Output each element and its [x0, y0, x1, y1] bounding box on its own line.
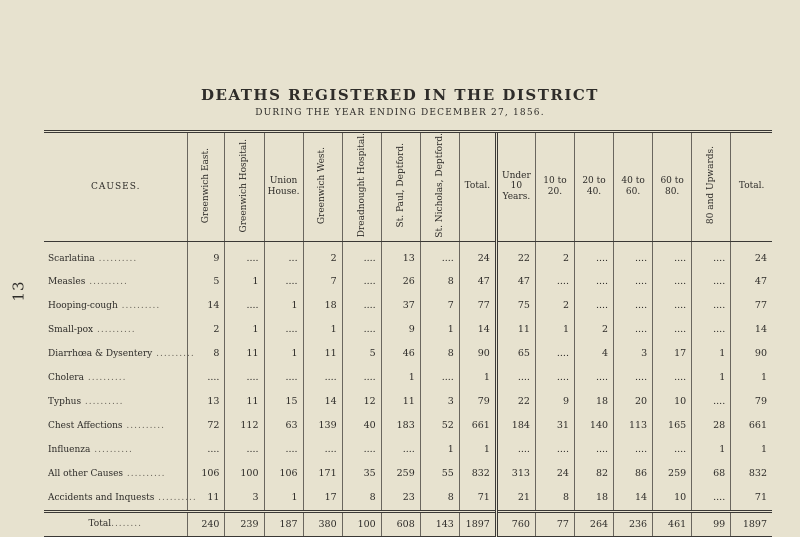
value-cell: 14 — [188, 294, 225, 318]
value-cell: ... — [264, 241, 303, 270]
value-cell: 14 — [303, 390, 342, 414]
value-cell: 1 — [692, 342, 731, 366]
cause-label: Chest Affections — [48, 420, 123, 431]
value-cell: 75 — [496, 294, 535, 318]
cause-cell — [44, 294, 188, 318]
value-cell: .... — [574, 294, 613, 318]
value-cell: 1 — [225, 318, 264, 342]
total-value-cell: 240 — [188, 511, 225, 536]
leader-dots: .......... — [123, 468, 166, 479]
table-row — [44, 462, 772, 486]
header-dreadnought-hospital — [342, 132, 381, 242]
value-cell: 3 — [420, 390, 459, 414]
value-cell: 10 — [653, 390, 692, 414]
value-cell: .... — [614, 366, 653, 390]
value-cell: .... — [614, 294, 653, 318]
value-cell: 1 — [264, 486, 303, 512]
table-row — [44, 318, 772, 342]
value-cell: .... — [303, 438, 342, 462]
value-cell: 8 — [188, 342, 225, 366]
value-cell: .... — [342, 270, 381, 294]
value-cell: .... — [653, 366, 692, 390]
value-cell: 17 — [303, 486, 342, 512]
header-label: 20 to 40. — [582, 176, 606, 197]
value-cell: .... — [303, 366, 342, 390]
value-cell: 90 — [459, 342, 496, 366]
value-cell: 17 — [653, 342, 692, 366]
cause-cell — [44, 390, 188, 414]
value-cell: 11 — [225, 342, 264, 366]
value-cell: 165 — [653, 414, 692, 438]
total-value-cell: 236 — [614, 511, 653, 536]
header-label: 80 and Upwards. — [706, 146, 717, 225]
header-label: 60 to 80. — [660, 176, 684, 197]
value-cell: .... — [692, 294, 731, 318]
leader-dots: .......... — [122, 420, 166, 431]
header-80-and-upwards — [692, 132, 731, 242]
value-cell: 1 — [420, 318, 459, 342]
value-cell: 3 — [614, 342, 653, 366]
value-cell: 35 — [342, 462, 381, 486]
value-cell: 24 — [459, 241, 496, 270]
value-cell: 68 — [692, 462, 731, 486]
leader-dots: .......... — [83, 372, 127, 383]
value-cell: .... — [342, 318, 381, 342]
header-union-house — [264, 132, 303, 242]
value-cell: 55 — [420, 462, 459, 486]
value-cell: .... — [496, 366, 535, 390]
page-number: 13 — [9, 280, 28, 302]
cause-label: Diarrhœa & Dysentery — [48, 348, 153, 359]
value-cell: 77 — [459, 294, 496, 318]
value-cell: 10 — [653, 486, 692, 512]
value-cell: .... — [692, 270, 731, 294]
cause-label: Typhus — [48, 396, 82, 407]
page-title: DEATHS REGISTERED IN THE DISTRICT — [201, 86, 599, 104]
value-cell: .... — [614, 438, 653, 462]
value-cell: .... — [264, 318, 303, 342]
header-label: 10 to 20. — [543, 176, 567, 197]
value-cell: .... — [535, 438, 574, 462]
value-cell: 18 — [303, 294, 342, 318]
value-cell: 3 — [225, 486, 264, 512]
value-cell: .... — [614, 270, 653, 294]
value-cell: 11 — [496, 318, 535, 342]
table-row — [44, 366, 772, 390]
value-cell: 11 — [225, 390, 264, 414]
cause-label: Hooping-cough — [48, 300, 118, 311]
value-cell: .... — [653, 438, 692, 462]
value-cell: 47 — [496, 270, 535, 294]
value-cell: 13 — [188, 390, 225, 414]
value-cell: 13 — [381, 241, 420, 270]
value-cell: 23 — [381, 486, 420, 512]
total-value-cell: 99 — [692, 511, 731, 536]
value-cell: .... — [535, 366, 574, 390]
value-cell: .... — [614, 241, 653, 270]
value-cell: .... — [225, 294, 264, 318]
value-cell: 661 — [459, 414, 496, 438]
total-value-cell: 380 — [303, 511, 342, 536]
value-cell: 4 — [574, 342, 613, 366]
value-cell: 11 — [381, 390, 420, 414]
value-cell: 2 — [303, 241, 342, 270]
value-cell: .... — [264, 270, 303, 294]
cause-cell — [44, 342, 195, 366]
total-value-cell: 264 — [574, 511, 613, 536]
value-cell: 79 — [731, 390, 772, 414]
value-cell: .... — [614, 318, 653, 342]
value-cell: 8 — [420, 270, 459, 294]
value-cell: 1 — [420, 438, 459, 462]
table-row — [44, 414, 772, 438]
value-cell: .... — [188, 366, 225, 390]
value-cell: .... — [535, 342, 574, 366]
value-cell: 11 — [188, 486, 225, 512]
value-cell: .... — [653, 294, 692, 318]
header-total-district — [459, 132, 496, 242]
value-cell: 8 — [535, 486, 574, 512]
header-causes — [44, 132, 188, 242]
value-cell: 1 — [692, 366, 731, 390]
leader-dots: .......... — [90, 444, 133, 455]
value-cell: 100 — [225, 462, 264, 486]
value-cell: 52 — [420, 414, 459, 438]
value-cell: .... — [342, 241, 381, 270]
value-cell: 18 — [574, 390, 613, 414]
leader-dots: .......... — [81, 396, 124, 407]
value-cell: 47 — [459, 270, 496, 294]
value-cell: 22 — [496, 241, 535, 270]
cause-cell — [44, 486, 197, 512]
total-value-cell: 100 — [342, 511, 381, 536]
value-cell: 15 — [264, 390, 303, 414]
value-cell: 1 — [731, 366, 772, 390]
leader-dots: .......... — [154, 492, 197, 503]
header-st-paul-deptford — [381, 132, 420, 242]
value-cell: 8 — [420, 342, 459, 366]
header-40-to-60 — [614, 132, 653, 242]
value-cell: .... — [188, 438, 225, 462]
header-total-ages — [731, 132, 772, 242]
cause-label: Accidents and Inquests — [48, 492, 155, 503]
value-cell: 72 — [188, 414, 225, 438]
value-cell: 106 — [188, 462, 225, 486]
value-cell: .... — [342, 438, 381, 462]
total-label: Total — [88, 519, 112, 530]
cause-cell — [44, 462, 188, 486]
value-cell: 2 — [535, 294, 574, 318]
value-cell: 82 — [574, 462, 613, 486]
value-cell: .... — [420, 366, 459, 390]
value-cell: 139 — [303, 414, 342, 438]
value-cell: 2 — [535, 241, 574, 270]
value-cell: 832 — [731, 462, 772, 486]
value-cell: .... — [420, 241, 459, 270]
value-cell: 46 — [381, 342, 420, 366]
value-cell: .... — [653, 270, 692, 294]
value-cell: 1 — [459, 438, 496, 462]
cause-cell — [44, 414, 188, 438]
value-cell: .... — [692, 390, 731, 414]
value-cell: 71 — [731, 486, 772, 512]
value-cell: 31 — [535, 414, 574, 438]
value-cell: .... — [264, 438, 303, 462]
header-20-to-40 — [574, 132, 613, 242]
cause-label: All other Causes — [48, 468, 124, 479]
header-greenwich-hospital — [225, 132, 264, 242]
total-value-cell: 461 — [653, 511, 692, 536]
header-label: St. Nicholas, Deptford. — [434, 133, 445, 238]
value-cell: .... — [653, 318, 692, 342]
header-label: Total. — [464, 181, 491, 192]
value-cell: 1 — [303, 318, 342, 342]
value-cell: 86 — [614, 462, 653, 486]
value-cell: 28 — [692, 414, 731, 438]
header-label: Greenwich East. — [201, 147, 212, 223]
table-row — [44, 438, 772, 462]
value-cell: .... — [692, 241, 731, 270]
cause-label: Small-pox — [48, 324, 94, 335]
value-cell: 24 — [731, 241, 772, 270]
value-cell: .... — [225, 366, 264, 390]
page-subtitle: DURING THE YEAR ENDING DECEMBER 27, 1856. — [255, 108, 545, 118]
value-cell: .... — [653, 241, 692, 270]
header-label: Dreadnought Hospital. — [356, 133, 367, 238]
leader-dots: .......... — [152, 348, 195, 359]
header-label: St. Paul, Deptford. — [395, 143, 406, 228]
total-value-cell: 760 — [496, 511, 535, 536]
total-value-cell: 608 — [381, 511, 420, 536]
value-cell: 184 — [496, 414, 535, 438]
table-row — [44, 342, 772, 366]
value-cell: .... — [692, 486, 731, 512]
table-row — [44, 294, 772, 318]
header-label: Total. — [738, 181, 765, 192]
deaths-table — [44, 130, 772, 537]
value-cell: 1 — [692, 438, 731, 462]
value-cell: 9 — [188, 241, 225, 270]
value-cell: 1 — [381, 366, 420, 390]
value-cell: 63 — [264, 414, 303, 438]
leader-dots: ........ — [111, 519, 142, 530]
total-label-cell — [44, 511, 188, 536]
value-cell: .... — [381, 438, 420, 462]
header-under-10 — [496, 132, 535, 242]
header-10-to-20 — [535, 132, 574, 242]
header-60-to-80 — [653, 132, 692, 242]
cause-label: Scarlatina — [48, 253, 95, 264]
table-row — [44, 241, 772, 270]
value-cell: 12 — [342, 390, 381, 414]
value-cell: 24 — [535, 462, 574, 486]
value-cell: 8 — [420, 486, 459, 512]
cause-cell — [44, 438, 188, 462]
value-cell: 112 — [225, 414, 264, 438]
value-cell: 14 — [614, 486, 653, 512]
value-cell: .... — [342, 366, 381, 390]
total-value-cell: 77 — [535, 511, 574, 536]
cause-cell — [44, 366, 188, 390]
total-value-cell: 1897 — [459, 511, 496, 536]
value-cell: 7 — [420, 294, 459, 318]
header-greenwich-west — [303, 132, 342, 242]
value-cell: 2 — [574, 318, 613, 342]
value-cell: 140 — [574, 414, 613, 438]
value-cell: 14 — [459, 318, 496, 342]
header-greenwich-east — [188, 132, 225, 242]
value-cell: 661 — [731, 414, 772, 438]
header-st-nicholas-deptford — [420, 132, 459, 242]
value-cell: 113 — [614, 414, 653, 438]
header-label: Greenwich West. — [317, 146, 328, 224]
value-cell: .... — [535, 270, 574, 294]
cause-label: Influenza — [48, 444, 91, 455]
table-row — [44, 270, 772, 294]
total-row — [44, 511, 772, 536]
header-row — [44, 132, 772, 242]
value-cell: .... — [496, 438, 535, 462]
value-cell: 77 — [731, 294, 772, 318]
value-cell: .... — [692, 318, 731, 342]
total-value-cell: 1897 — [731, 511, 772, 536]
table-row — [44, 486, 772, 512]
header-label: Union House. — [267, 176, 300, 197]
value-cell: 7 — [303, 270, 342, 294]
header-causes-label: CAUSES. — [91, 182, 141, 193]
value-cell: 1 — [264, 342, 303, 366]
header-label: 40 to 60. — [621, 176, 645, 197]
header-label: Greenwich Hospital. — [239, 138, 250, 233]
cause-cell — [44, 318, 188, 342]
value-cell: .... — [574, 270, 613, 294]
value-cell: 259 — [653, 462, 692, 486]
value-cell: 21 — [496, 486, 535, 512]
value-cell: 183 — [381, 414, 420, 438]
value-cell: 259 — [381, 462, 420, 486]
value-cell: 37 — [381, 294, 420, 318]
value-cell: 1 — [731, 438, 772, 462]
value-cell: 18 — [574, 486, 613, 512]
value-cell: 22 — [496, 390, 535, 414]
value-cell: 90 — [731, 342, 772, 366]
value-cell: 9 — [381, 318, 420, 342]
value-cell: 14 — [731, 318, 772, 342]
value-cell: 1 — [535, 318, 574, 342]
table-row — [44, 390, 772, 414]
value-cell: .... — [574, 366, 613, 390]
value-cell: .... — [574, 241, 613, 270]
cause-cell — [44, 270, 188, 294]
leader-dots: .......... — [94, 253, 138, 264]
value-cell: .... — [225, 241, 264, 270]
value-cell: 1 — [459, 366, 496, 390]
value-cell: 8 — [342, 486, 381, 512]
value-cell: 40 — [342, 414, 381, 438]
value-cell: 106 — [264, 462, 303, 486]
cause-label: Measles — [48, 276, 86, 287]
value-cell: 313 — [496, 462, 535, 486]
value-cell: 65 — [496, 342, 535, 366]
cause-cell — [44, 241, 188, 270]
total-value-cell: 239 — [225, 511, 264, 536]
value-cell: 5 — [188, 270, 225, 294]
leader-dots: .......... — [85, 276, 128, 287]
leader-dots: .......... — [93, 324, 136, 335]
value-cell: 5 — [342, 342, 381, 366]
total-value-cell: 143 — [420, 511, 459, 536]
value-cell: 11 — [303, 342, 342, 366]
value-cell: .... — [342, 294, 381, 318]
header-label: Under 10 Years. — [502, 170, 531, 203]
value-cell: 79 — [459, 390, 496, 414]
value-cell: 47 — [731, 270, 772, 294]
value-cell: 71 — [459, 486, 496, 512]
leader-dots: .......... — [117, 300, 161, 311]
value-cell: .... — [225, 438, 264, 462]
value-cell: 171 — [303, 462, 342, 486]
value-cell: 20 — [614, 390, 653, 414]
total-value-cell: 187 — [264, 511, 303, 536]
cause-label: Cholera — [48, 372, 84, 383]
value-cell: 26 — [381, 270, 420, 294]
value-cell: 2 — [188, 318, 225, 342]
value-cell: .... — [574, 438, 613, 462]
value-cell: 1 — [264, 294, 303, 318]
value-cell: .... — [264, 366, 303, 390]
value-cell: 832 — [459, 462, 496, 486]
value-cell: 9 — [535, 390, 574, 414]
value-cell: 1 — [225, 270, 264, 294]
